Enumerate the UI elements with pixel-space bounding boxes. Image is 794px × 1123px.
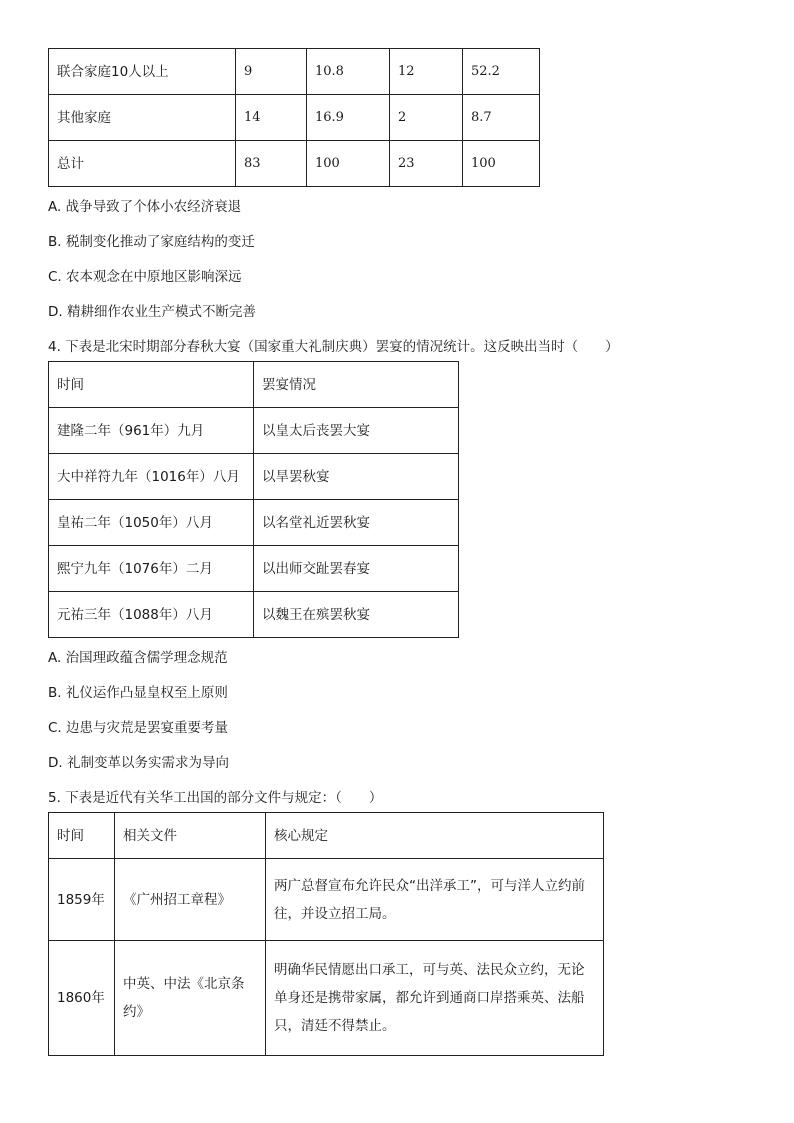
table-cell: 10.8	[307, 49, 390, 95]
table-cell: 14	[236, 95, 307, 141]
table-row	[49, 141, 540, 187]
table-cell: 100	[463, 141, 540, 187]
option-c[interactable]: C. 农本观念在中原地区影响深远	[48, 269, 242, 285]
column-header: 相关文件	[115, 813, 266, 859]
table-header-row	[49, 362, 459, 408]
table-cell: 以皇太后丧罢大宴	[254, 408, 459, 454]
table-cell: 《广州招工章程》	[115, 859, 266, 941]
option-b[interactable]: B. 礼仪运作凸显皇权至上原则	[48, 685, 228, 701]
table-cell: 以旱罢秋宴	[254, 454, 459, 500]
family-structure-table	[48, 48, 540, 187]
table-cell: 明确华民情愿出口承工，可与英、法民众立约，无论单身还是携带家属，都允许到通商口岸搭乘英、法船只，清廷不得禁止。	[266, 941, 604, 1056]
table-cell: 23	[390, 141, 463, 187]
table-cell: 总计	[49, 141, 236, 187]
table-header-row	[49, 813, 604, 859]
table-cell: 8.7	[463, 95, 540, 141]
table-row	[49, 408, 459, 454]
table-cell: 建隆二年（961年）九月	[49, 408, 254, 454]
table-row	[49, 500, 459, 546]
table-cell: 中英、中法《北京条约》	[115, 941, 266, 1056]
table-row	[49, 859, 604, 941]
table-row	[49, 95, 540, 141]
column-header: 罢宴情况	[254, 362, 459, 408]
table-cell: 以名堂礼近罢秋宴	[254, 500, 459, 546]
table-cell: 9	[236, 49, 307, 95]
option-d[interactable]: D. 礼制变革以务实需求为导向	[48, 755, 229, 771]
overseas-labor-table	[48, 812, 604, 1056]
table-cell: 83	[236, 141, 307, 187]
table-row	[49, 546, 459, 592]
option-b[interactable]: B. 税制变化推动了家庭结构的变迁	[48, 234, 255, 250]
column-header: 核心规定	[266, 813, 604, 859]
table-row	[49, 592, 459, 638]
question-4-stem: 4. 下表是北宋时期部分春秋大宴（国家重大礼制庆典）罢宴的情况统计。这反映出当时（ ）	[48, 339, 619, 355]
table-cell: 元祐三年（1088年）八月	[49, 592, 254, 638]
table-cell: 两广总督宣布允许民众“出洋承工”，可与洋人立约前往，并设立招工局。	[266, 859, 604, 941]
table-cell: 以出师交趾罢春宴	[254, 546, 459, 592]
table-cell: 52.2	[463, 49, 540, 95]
table-cell: 16.9	[307, 95, 390, 141]
table-cell: 大中祥符九年（1016年）八月	[49, 454, 254, 500]
table-cell: 联合家庭10人以上	[49, 49, 236, 95]
table-row	[49, 49, 540, 95]
table-row	[49, 941, 604, 1056]
table-cell: 1860年	[49, 941, 115, 1056]
table-cell: 熙宁九年（1076年）二月	[49, 546, 254, 592]
table-cell: 皇祐二年（1050年）八月	[49, 500, 254, 546]
table-cell: 1859年	[49, 859, 115, 941]
table-cell: 100	[307, 141, 390, 187]
column-header: 时间	[49, 362, 254, 408]
table-row	[49, 454, 459, 500]
option-d[interactable]: D. 精耕细作农业生产模式不断完善	[48, 304, 256, 320]
table-cell: 以魏王在殡罢秋宴	[254, 592, 459, 638]
option-a[interactable]: A. 战争导致了个体小农经济衰退	[48, 199, 242, 215]
column-header: 时间	[49, 813, 115, 859]
question-5-stem: 5. 下表是近代有关华工出国的部分文件与规定：（ ）	[48, 790, 383, 806]
table-cell: 12	[390, 49, 463, 95]
table-cell: 2	[390, 95, 463, 141]
option-a[interactable]: A. 治国理政蕴含儒学理念规范	[48, 650, 228, 666]
table-cell: 其他家庭	[49, 95, 236, 141]
banquet-table	[48, 361, 459, 638]
option-c[interactable]: C. 边患与灾荒是罢宴重要考量	[48, 720, 229, 736]
